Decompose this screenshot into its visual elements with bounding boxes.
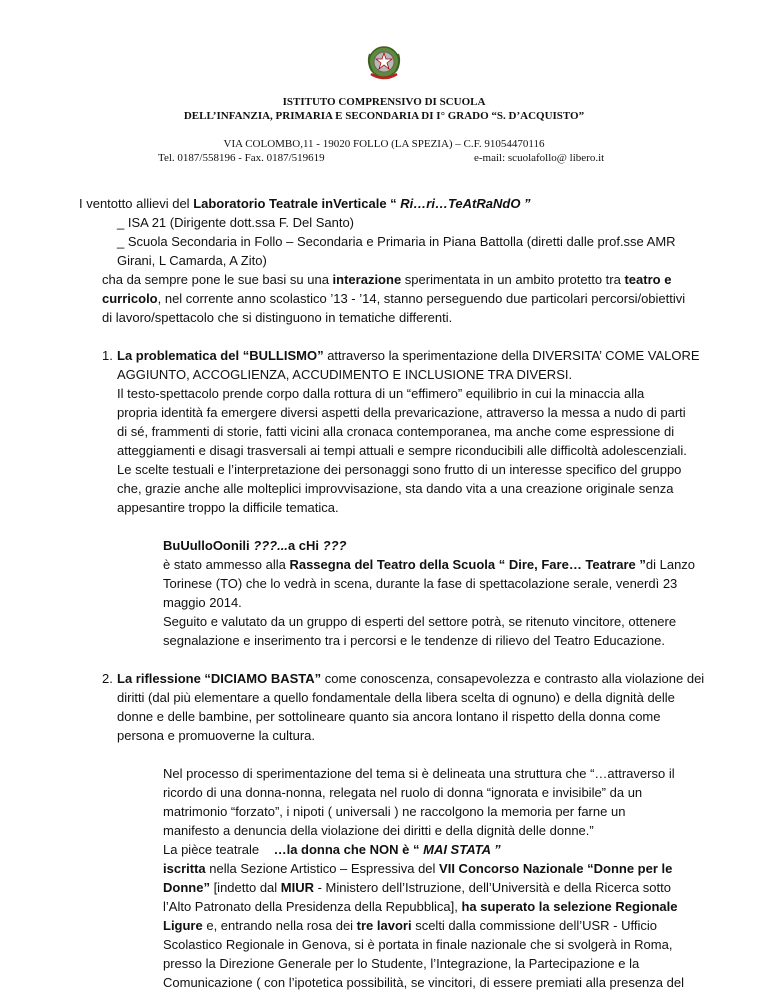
- intro-paragraph: di lavoro/spettacolo che si distinguono in tematiche differenti.: [102, 310, 453, 325]
- section1-show-text: Torinese (TO) che lo vedrà in scena, durante la fase di spettacolazione serale, venerdì 23: [163, 576, 678, 591]
- section2-award-text: Donne” [indetto dal MIUR - Ministero dell’Istruzione, dell’Università e della Ricerca sotto: [163, 880, 671, 895]
- school-phone: Tel. 0187/558196 - Fax. 0187/519619: [158, 152, 325, 164]
- section1-show-text: segnalazione e inserimento tra i percorsi e le tendenze di rilievo del Teatro Educazione.: [163, 633, 665, 648]
- section2-award-text: l’Alto Patronato della Presidenza della Repubblica], ha superato la selezione Regionale: [163, 899, 678, 914]
- section1-text: Il testo-spettacolo prende corpo dalla rottura di un “effimero” equilibrio in cui la minaccia alla: [117, 386, 645, 401]
- section1-text: che, grazie anche alle molteplici improvvisazione, sta dando vita a una creazione originale senza: [117, 481, 674, 496]
- school-address: VIA COLOMBO,11 - 19020 FOLLO (LA SPEZIA) – C.F. 91054470116: [223, 138, 545, 150]
- section2-number: 2.: [102, 671, 113, 686]
- section1-show-text: Seguito e valutato da un gruppo di esperti del settore potrà, se ritenuto vincitore, ottenere: [163, 614, 677, 629]
- section2-award-text: Scolastico Regionale in Genova, si è portata in finale nazionale che si svolgerà in Roma,: [163, 937, 673, 952]
- section2-title: La riflessione “DICIAMO BASTA” come conoscenza, consapevolezza e contrasto alla violazione dei: [117, 671, 705, 686]
- section2-quote: manifesto a denuncia della violazione dei diritti e della dignità delle donne.”: [163, 823, 594, 838]
- section2-quote: matrimonio “forzato”, i nipoti ( universali ) ne raccolgono la memoria per farne un: [163, 804, 626, 819]
- section1-show-title: BuUulloOonili ???...a cHi ???: [163, 538, 347, 553]
- intro-item-isa21: _ ISA 21 (Dirigente dott.ssa F. Del Santo): [117, 215, 355, 230]
- section1-show-text: è stato ammesso alla Rassegna del Teatro della Scuola “ Dire, Fare… Teatrare ”di Lanzo: [163, 557, 696, 572]
- section1-text: atteggiamenti e disagi trasversali ai tempi attuali e sempre riconducibili alle difficoltà adolescenziali.: [117, 443, 687, 458]
- section2-text: persona e promuoverne la cultura.: [117, 728, 316, 743]
- section2-award-text: Ligure e, entrando nella rosa dei tre lavori scelti dalla commissione dell’USR - Ufficio: [163, 918, 657, 933]
- section1-show-text: maggio 2014.: [163, 595, 242, 610]
- intro-item-scuola-cont: Girani, L Camarda, A Zito): [117, 253, 267, 268]
- intro-item-scuola: _ Scuola Secondaria in Follo – Secondaria e Primaria in Piana Battolla (diretti dalle prof.sse AMR: [117, 234, 676, 249]
- section2-award-text: iscritta nella Sezione Artistico – Espressiva del VII Concorso Nazionale “Donne per le: [163, 861, 673, 876]
- intro-paragraph: cha da sempre pone le sue basi su una interazione sperimentata in un ambito protetto tra teatro e: [102, 272, 672, 287]
- section1-text: appesantire troppo la difficile tematica.: [117, 500, 339, 515]
- section2-text: diritti (dal più elementare a quello fondamentale della libera scelta di ognuno) e della dignità delle: [117, 690, 675, 705]
- section2-award-text: presso la Direzione Generale per lo Studente, l’Integrazione, la Partecipazione e la: [163, 956, 640, 971]
- section1-text: AGGIUNTO, ACCOGLIENZA, ACCUDIMENTO E INCLUSIONE TRA DIVERSI.: [117, 367, 573, 382]
- section1-title: La problematica del “BULLISMO” attraverso la sperimentazione della DIVERSITA’ COME VALORE: [117, 348, 700, 363]
- section2-quote: Nel processo di sperimentazione del tema si è delineata una struttura che “…attraverso il: [163, 766, 675, 781]
- section1-text: di sé, frammenti di storie, fatti vicini alla cronaca contemporanea, ma anche come espressione di: [117, 424, 675, 439]
- italian-republic-emblem-icon: [363, 40, 405, 82]
- section1-number: 1.: [102, 348, 113, 363]
- section2-award-text: Comunicazione ( con l’ipotetica possibilità, se vincitori, di essere premiati alla presenza del: [163, 975, 684, 990]
- intro-paragraph: curricolo, nel corrente anno scolastico ’13 - ’14, stanno perseguendo due particolari percorsi/obiettivi: [102, 291, 686, 306]
- school-name-line1: ISTITUTO COMPRENSIVO DI SCUOLA: [282, 96, 486, 108]
- section1-text: Le scelte testuali e l’interpretazione dei personaggi sono frutto di un interesse specifico del gruppo: [117, 462, 682, 477]
- section1-text: propria identità fa emergere diversi aspetti della prevaricazione, attraverso la messa a nudo di parti: [117, 405, 686, 420]
- section2-play-title: La pièce teatrale …la donna che NON è “ MAI STATA ”: [163, 842, 501, 857]
- school-email: e-mail: scuolafollo@ libero.it: [474, 152, 605, 164]
- intro-line: I ventotto allievi del Laboratorio Teatrale inVerticale “ Ri…ri…TeAtRaNdO ”: [79, 196, 531, 211]
- school-name-line2: DELL’INFANZIA, PRIMARIA E SECONDARIA DI I° GRADO “S. D’ACQUISTO”: [183, 110, 585, 122]
- section2-text: donne e delle bambine, per sottolineare quanto sia ancora lontano il rispetto della donna come: [117, 709, 661, 724]
- section2-quote: ricordo di una donna-nonna, relegata nel ruolo di donna “ignorata e invisibile” da un: [163, 785, 643, 800]
